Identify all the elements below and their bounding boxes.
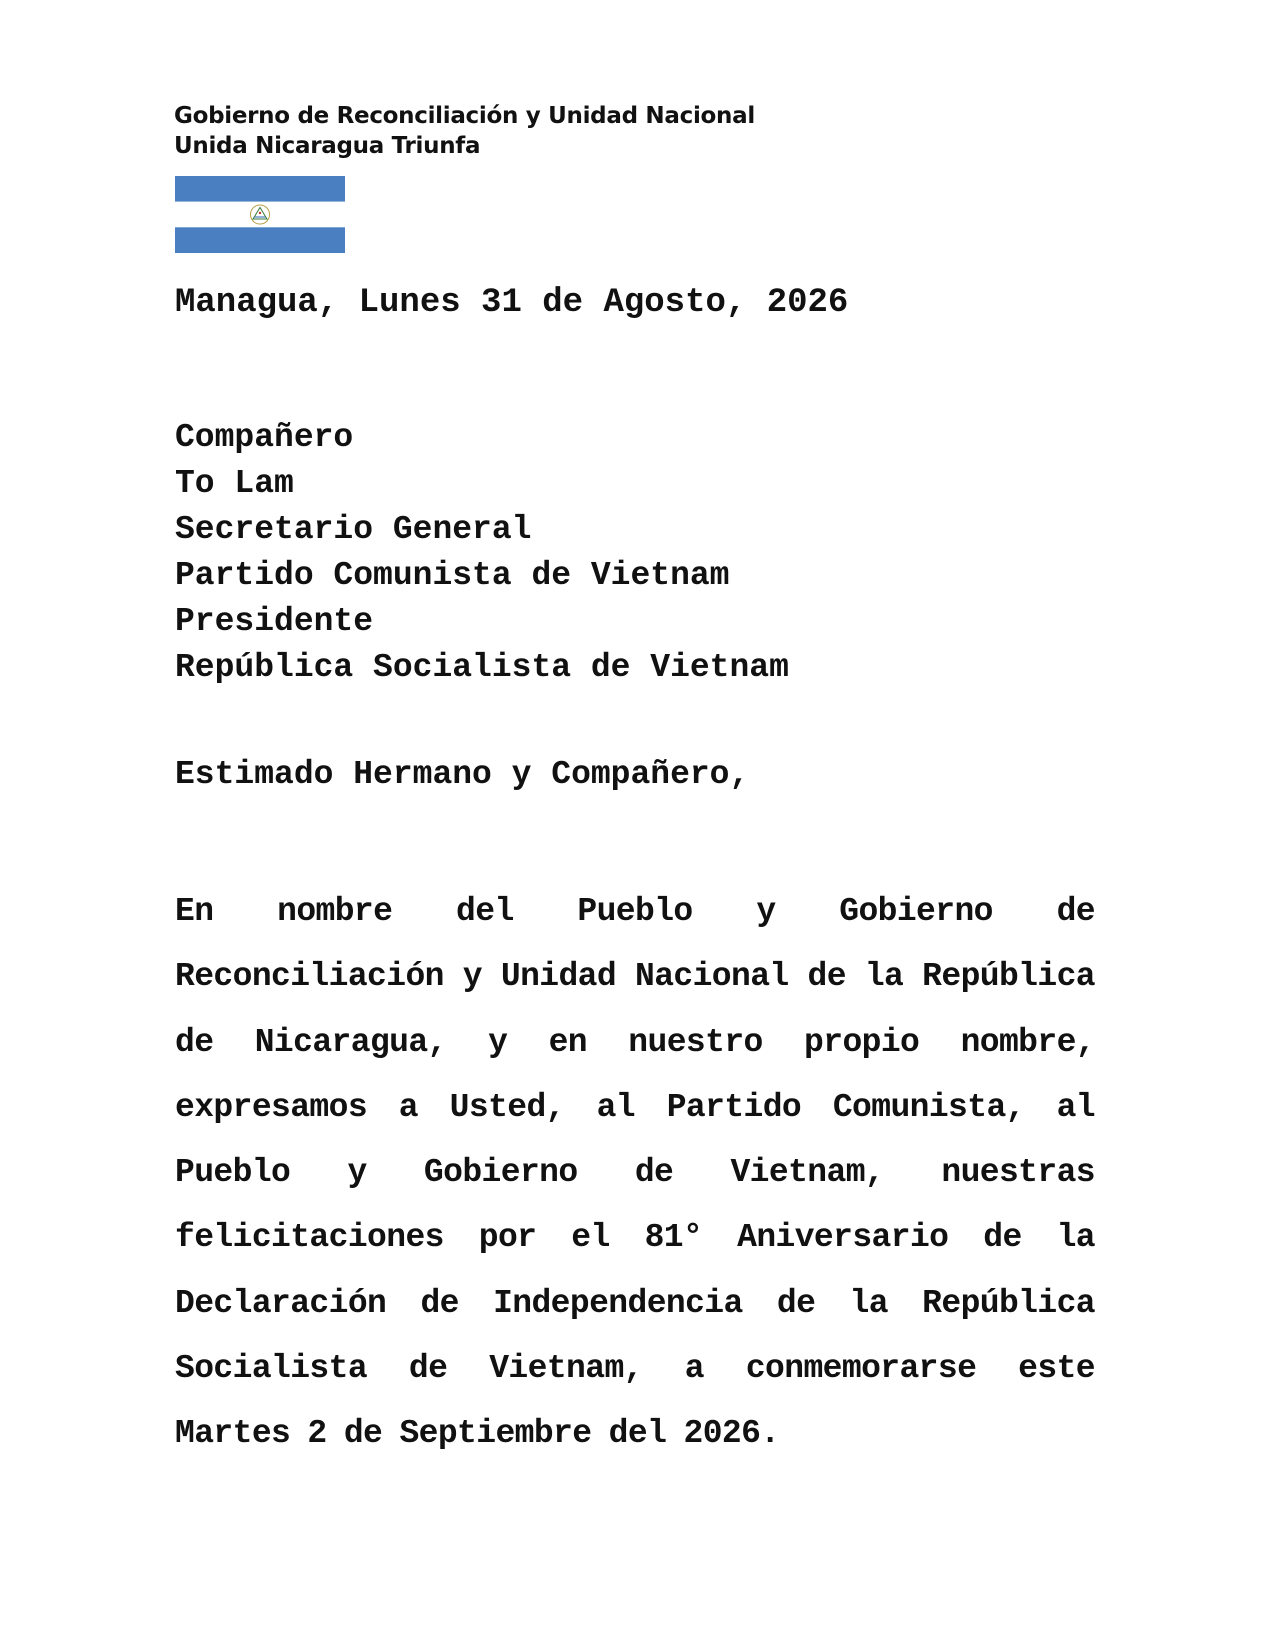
recipient-position-2: Presidente (175, 603, 374, 640)
letter-date: Managua, Lunes 31 de Agosto, 2026 (175, 284, 849, 322)
recipient-position-1: Secretario General (175, 511, 532, 548)
recipient-organization-2: República Socialista de Vietnam (175, 649, 789, 686)
recipient-title: Compañero (175, 419, 354, 456)
nicaragua-flag-icon (175, 176, 345, 253)
recipient-block (175, 415, 789, 691)
letterhead-slogan: Unida Nicaragua Triunfa (174, 133, 481, 159)
salutation: Estimado Hermano y Compañero, (175, 756, 750, 793)
letterhead (174, 101, 755, 161)
letterhead-government-name: Gobierno de Reconciliación y Unidad Nacional (174, 103, 755, 129)
letter-body-paragraph: En nombre del Pueblo y Gobierno de Reconciliación y Unidad Nacional de la República de Nicaragua, y en nuestro propio nombre, expresamos a Usted, al Partido Comunista, al Pueblo y Gobierno de Vietnam, nuestras felicitaciones por el 81° Aniversario de la Declaración de Independencia de la República Socialista de Vietnam, a conmemorarse este Martes 2 de Septiembre del 2026. (175, 893, 1095, 1453)
recipient-organization-1: Partido Comunista de Vietnam (175, 557, 730, 594)
recipient-name: To Lam (175, 465, 294, 502)
